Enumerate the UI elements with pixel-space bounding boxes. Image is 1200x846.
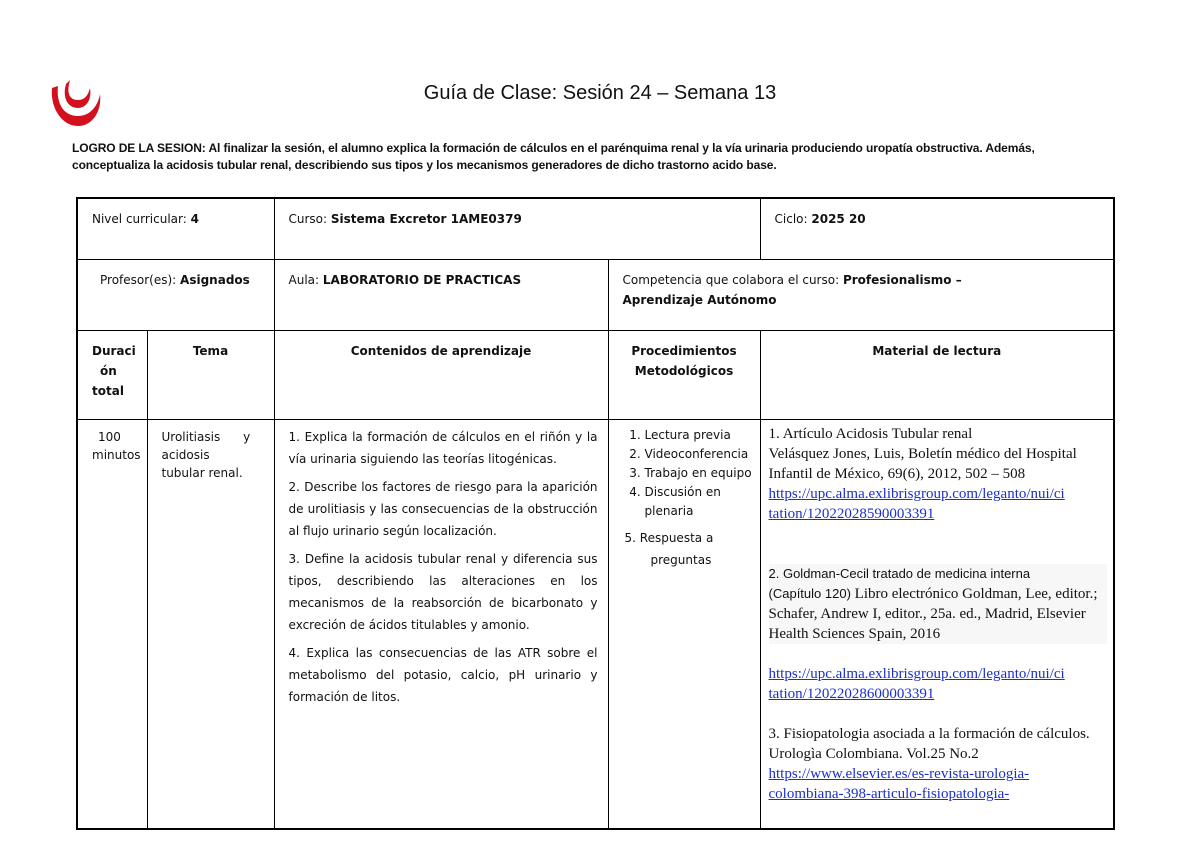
procedimientos-cell (608, 420, 760, 830)
material-1-link[interactable]: https://upc.alma.exlibrisgroup.com/leganto/nui/ci tation/12022028590003391 (768, 486, 1065, 522)
col-header-contenidos: Contenidos de aprendizaje (274, 331, 608, 420)
contenido-item: 3. Define la acidosis tubular renal y diferencia sus tipos, describiendo las alteraciones en los mecanismos de la reabsorción de bicarbonato y excreción de ácidos titulables y amonio. (288, 552, 598, 632)
profesor-cell: Profesor(es): Asignados (77, 260, 274, 331)
procedimiento-item: 5. Respuesta a (624, 531, 714, 545)
session-goal (72, 140, 1112, 174)
session-goal-text: Al finalizar la sesión, el alumno explica la formación de cálculos en el parénquima renal y la vía urinaria produciendo uropatía obstructiva. Además, conceptualiza la acidosis tubular renal, describiendo sus tipos y los mecanismos generadores de dicho trastorno acido base. (72, 141, 1035, 172)
competencia-cell: Competencia que colabora el curso: Profesionalismo – Aprendizaje Autónomo (608, 260, 1114, 331)
material-2-link[interactable]: https://upc.alma.exlibrisgroup.com/leganto/nui/ci tation/12022028600003391 (768, 666, 1065, 702)
procedimiento-item: 4. Discusión en plenaria (645, 483, 754, 521)
contenido-item: 2. Describe los factores de riesgo para la aparición de urolitiasis y las consecuencias de la obstrucción al flujo urinario según localización. (288, 480, 598, 538)
col-header-duracion: Duraci ón total (77, 331, 147, 420)
material-3-title: 3. Fisiopatologia asociada a la formación de cálculos. Urologìa Colombiana. Vol.25 No.2 (768, 726, 1090, 762)
contenidos-cell (274, 420, 608, 830)
nivel-cell: Nivel curricular: 4 (77, 198, 274, 260)
procedimiento-item: 3. Trabajo en equipo (645, 464, 754, 483)
curso-cell: Curso: Sistema Excretor 1AME0379 (274, 198, 760, 260)
material-2-chapter: (Capítulo 120) (768, 586, 851, 601)
material-cell (760, 420, 1114, 830)
material-3-link[interactable]: https://www.elsevier.es/es-revista-urologia- colombiana-398-articulo-fisiopatologia- (768, 766, 1030, 802)
procedimiento-item-cont: preguntas (650, 553, 712, 567)
session-goal-label: LOGRO DE LA SESION: (72, 141, 206, 155)
aula-cell: Aula: LABORATORIO DE PRACTICAS (274, 260, 608, 331)
material-2-ref: Libro electrónico Goldman, Lee, editor.; Schafer, Andrew I, editor., 25a. ed., Madrid, Elsevier Health Sciences Spain, 2016 (768, 586, 1098, 642)
material-1-title: 1. Artículo Acidosis Tubular renal (768, 426, 973, 442)
tema-cell: Urolitiasis y acidosis tubular renal. (147, 420, 274, 830)
page-title: Guía de Clase: Sesión 24 – Semana 13 (423, 82, 777, 104)
col-header-tema: Tema (147, 331, 274, 420)
material-2-title: 2. Goldman-Cecil tratado de medicina interna (768, 566, 1031, 581)
class-guide-table (76, 197, 1115, 830)
procedimiento-item: 1. Lectura previa (645, 426, 754, 445)
procedimiento-item: 2. Videoconferencia (645, 445, 754, 464)
contenido-item: 1. Explica la formación de cálculos en el riñón y la vía urinaria siguiendo las teorías litogénicas. (288, 430, 598, 466)
material-1-ref: Velásquez Jones, Luis, Boletín médico del Hospital Infantil de México, 69(6), 2012, 502 – 508 (768, 446, 1077, 482)
col-header-material: Material de lectura (760, 331, 1114, 420)
ciclo-cell: Ciclo: 2025 20 (760, 198, 1114, 260)
duracion-cell: 100 minutos (77, 420, 147, 830)
contenido-item: 4. Explica las consecuencias de las ATR sobre el metabolismo del potasio, calcio, pH urinario y formación de litos. (288, 646, 598, 704)
col-header-procedimientos: Procedimientos Metodológicos (608, 331, 760, 420)
